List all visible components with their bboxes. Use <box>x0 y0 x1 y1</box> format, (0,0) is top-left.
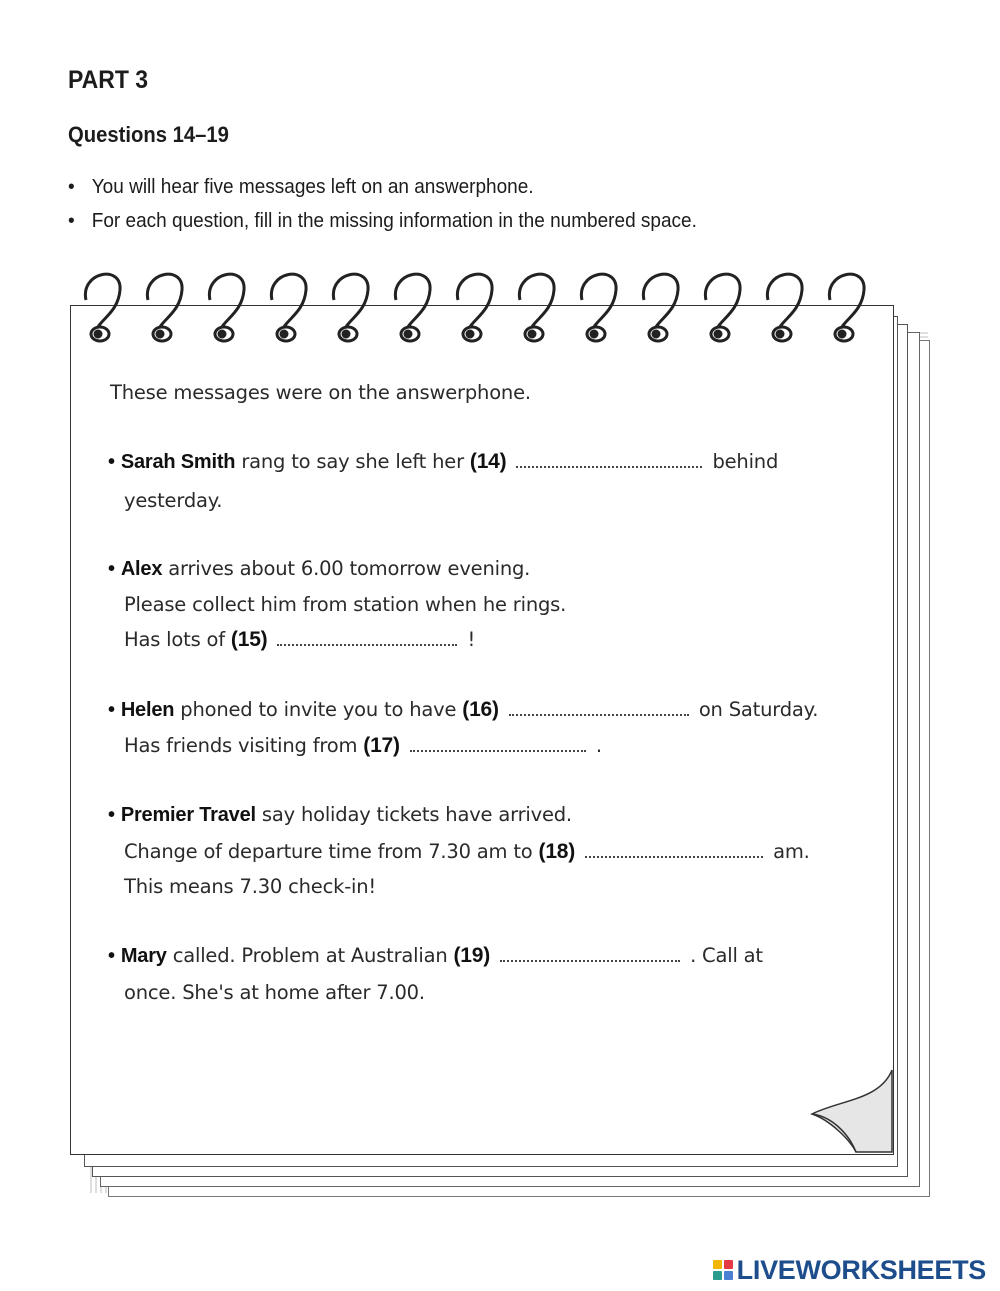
message-mary-line2: once. She's at home after 7.00. <box>124 981 425 1004</box>
bullet: • <box>108 699 115 721</box>
message-text: am. <box>773 840 810 863</box>
answer-blank-15[interactable] <box>277 630 457 646</box>
logo-square <box>724 1260 733 1269</box>
spiral-ring-icon <box>85 274 120 341</box>
instruction-item <box>68 174 697 208</box>
message-alex-line2: Please collect him from station when he rings. <box>124 593 567 616</box>
message-text: say holiday tickets have arrived. <box>261 803 572 826</box>
message-text: on Saturday. <box>698 698 819 721</box>
spiral-ring-icon <box>333 274 368 341</box>
message-alex-line3 <box>124 628 475 652</box>
message-sarah <box>108 450 778 474</box>
question-number: (17) <box>363 734 400 757</box>
caller-name: Premier Travel <box>120 804 256 826</box>
message-mary <box>108 944 763 968</box>
bullet: • <box>108 558 115 580</box>
bullet: • <box>68 176 75 198</box>
bullet: • <box>108 945 115 967</box>
bullet: • <box>68 210 75 232</box>
message-text: . <box>595 734 602 757</box>
answer-blank-16[interactable] <box>509 700 689 716</box>
message-text: behind <box>712 450 779 473</box>
caller-name: Sarah Smith <box>120 451 236 473</box>
spiral-ring-icon <box>581 274 616 341</box>
spiral-ring-icon <box>147 274 182 341</box>
question-number: (19) <box>453 944 491 967</box>
message-text: arrives about 6.00 tomorrow evening. <box>168 557 531 580</box>
answer-blank-14[interactable] <box>516 452 702 468</box>
liveworksheets-icon <box>713 1260 733 1280</box>
spiral-ring-icon <box>767 274 802 341</box>
spiral-ring-icon <box>395 274 430 341</box>
instructions-list <box>68 174 730 242</box>
instruction-text: For each question, fill in the missing information in the numbered space. <box>91 210 697 232</box>
message-text: Has lots of <box>124 628 225 651</box>
message-text: phoned to invite you to have <box>180 698 457 721</box>
question-number: (18) <box>538 840 576 863</box>
message-premier-travel-line2 <box>124 840 810 864</box>
message-sarah-line2: yesterday. <box>124 489 223 512</box>
spiral-ring-icon <box>519 274 554 341</box>
questions-title: Questions 14–19 <box>68 122 229 147</box>
question-number: (14) <box>469 450 507 473</box>
spiral-ring-icon <box>457 274 492 341</box>
answer-blank-17[interactable] <box>410 736 586 752</box>
question-number: (15) <box>230 628 268 651</box>
caller-name: Mary <box>120 945 167 967</box>
spiral-ring-icon <box>643 274 678 341</box>
answer-blank-18[interactable] <box>585 842 763 858</box>
notepad-intro: These messages were on the answerphone. <box>110 381 531 404</box>
bullet: • <box>108 804 115 826</box>
logo-square <box>724 1271 733 1280</box>
page-curl-icon <box>800 1040 900 1160</box>
message-text: Change of departure time from 7.30 am to <box>124 840 533 863</box>
message-text: Has friends visiting from <box>124 734 358 757</box>
logo-square <box>713 1260 722 1269</box>
bullet: • <box>108 451 115 473</box>
message-premier-travel <box>108 803 572 827</box>
part-title: PART 3 <box>68 66 149 94</box>
caller-name: Alex <box>120 558 163 580</box>
caller-name: Helen <box>120 699 175 721</box>
message-text: . Call at <box>690 944 763 967</box>
message-text: ! <box>467 628 476 651</box>
spiral-ring-icon <box>829 274 864 341</box>
notepad-front-sheet <box>70 305 894 1155</box>
spiral-ring-icon <box>271 274 306 341</box>
message-helen-line2 <box>124 734 602 758</box>
message-alex <box>108 557 530 581</box>
message-text: called. Problem at Australian <box>172 944 448 967</box>
spiral-ring-icon <box>705 274 740 341</box>
message-text: rang to say she left her <box>241 450 464 473</box>
question-number: (16) <box>462 698 499 721</box>
instruction-text: You will hear five messages left on an answerphone. <box>91 176 534 198</box>
instruction-item <box>68 208 697 242</box>
brand-name: LIVEWORKSHEETS <box>736 1254 986 1285</box>
message-helen <box>108 698 818 722</box>
spiral-ring-icon <box>209 274 244 341</box>
message-premier-travel-line3: This means 7.30 check-in! <box>124 875 377 898</box>
answer-blank-19[interactable] <box>500 946 680 962</box>
logo-square <box>713 1271 722 1280</box>
liveworksheets-logo <box>713 1255 986 1285</box>
spiral-binding <box>72 262 902 362</box>
